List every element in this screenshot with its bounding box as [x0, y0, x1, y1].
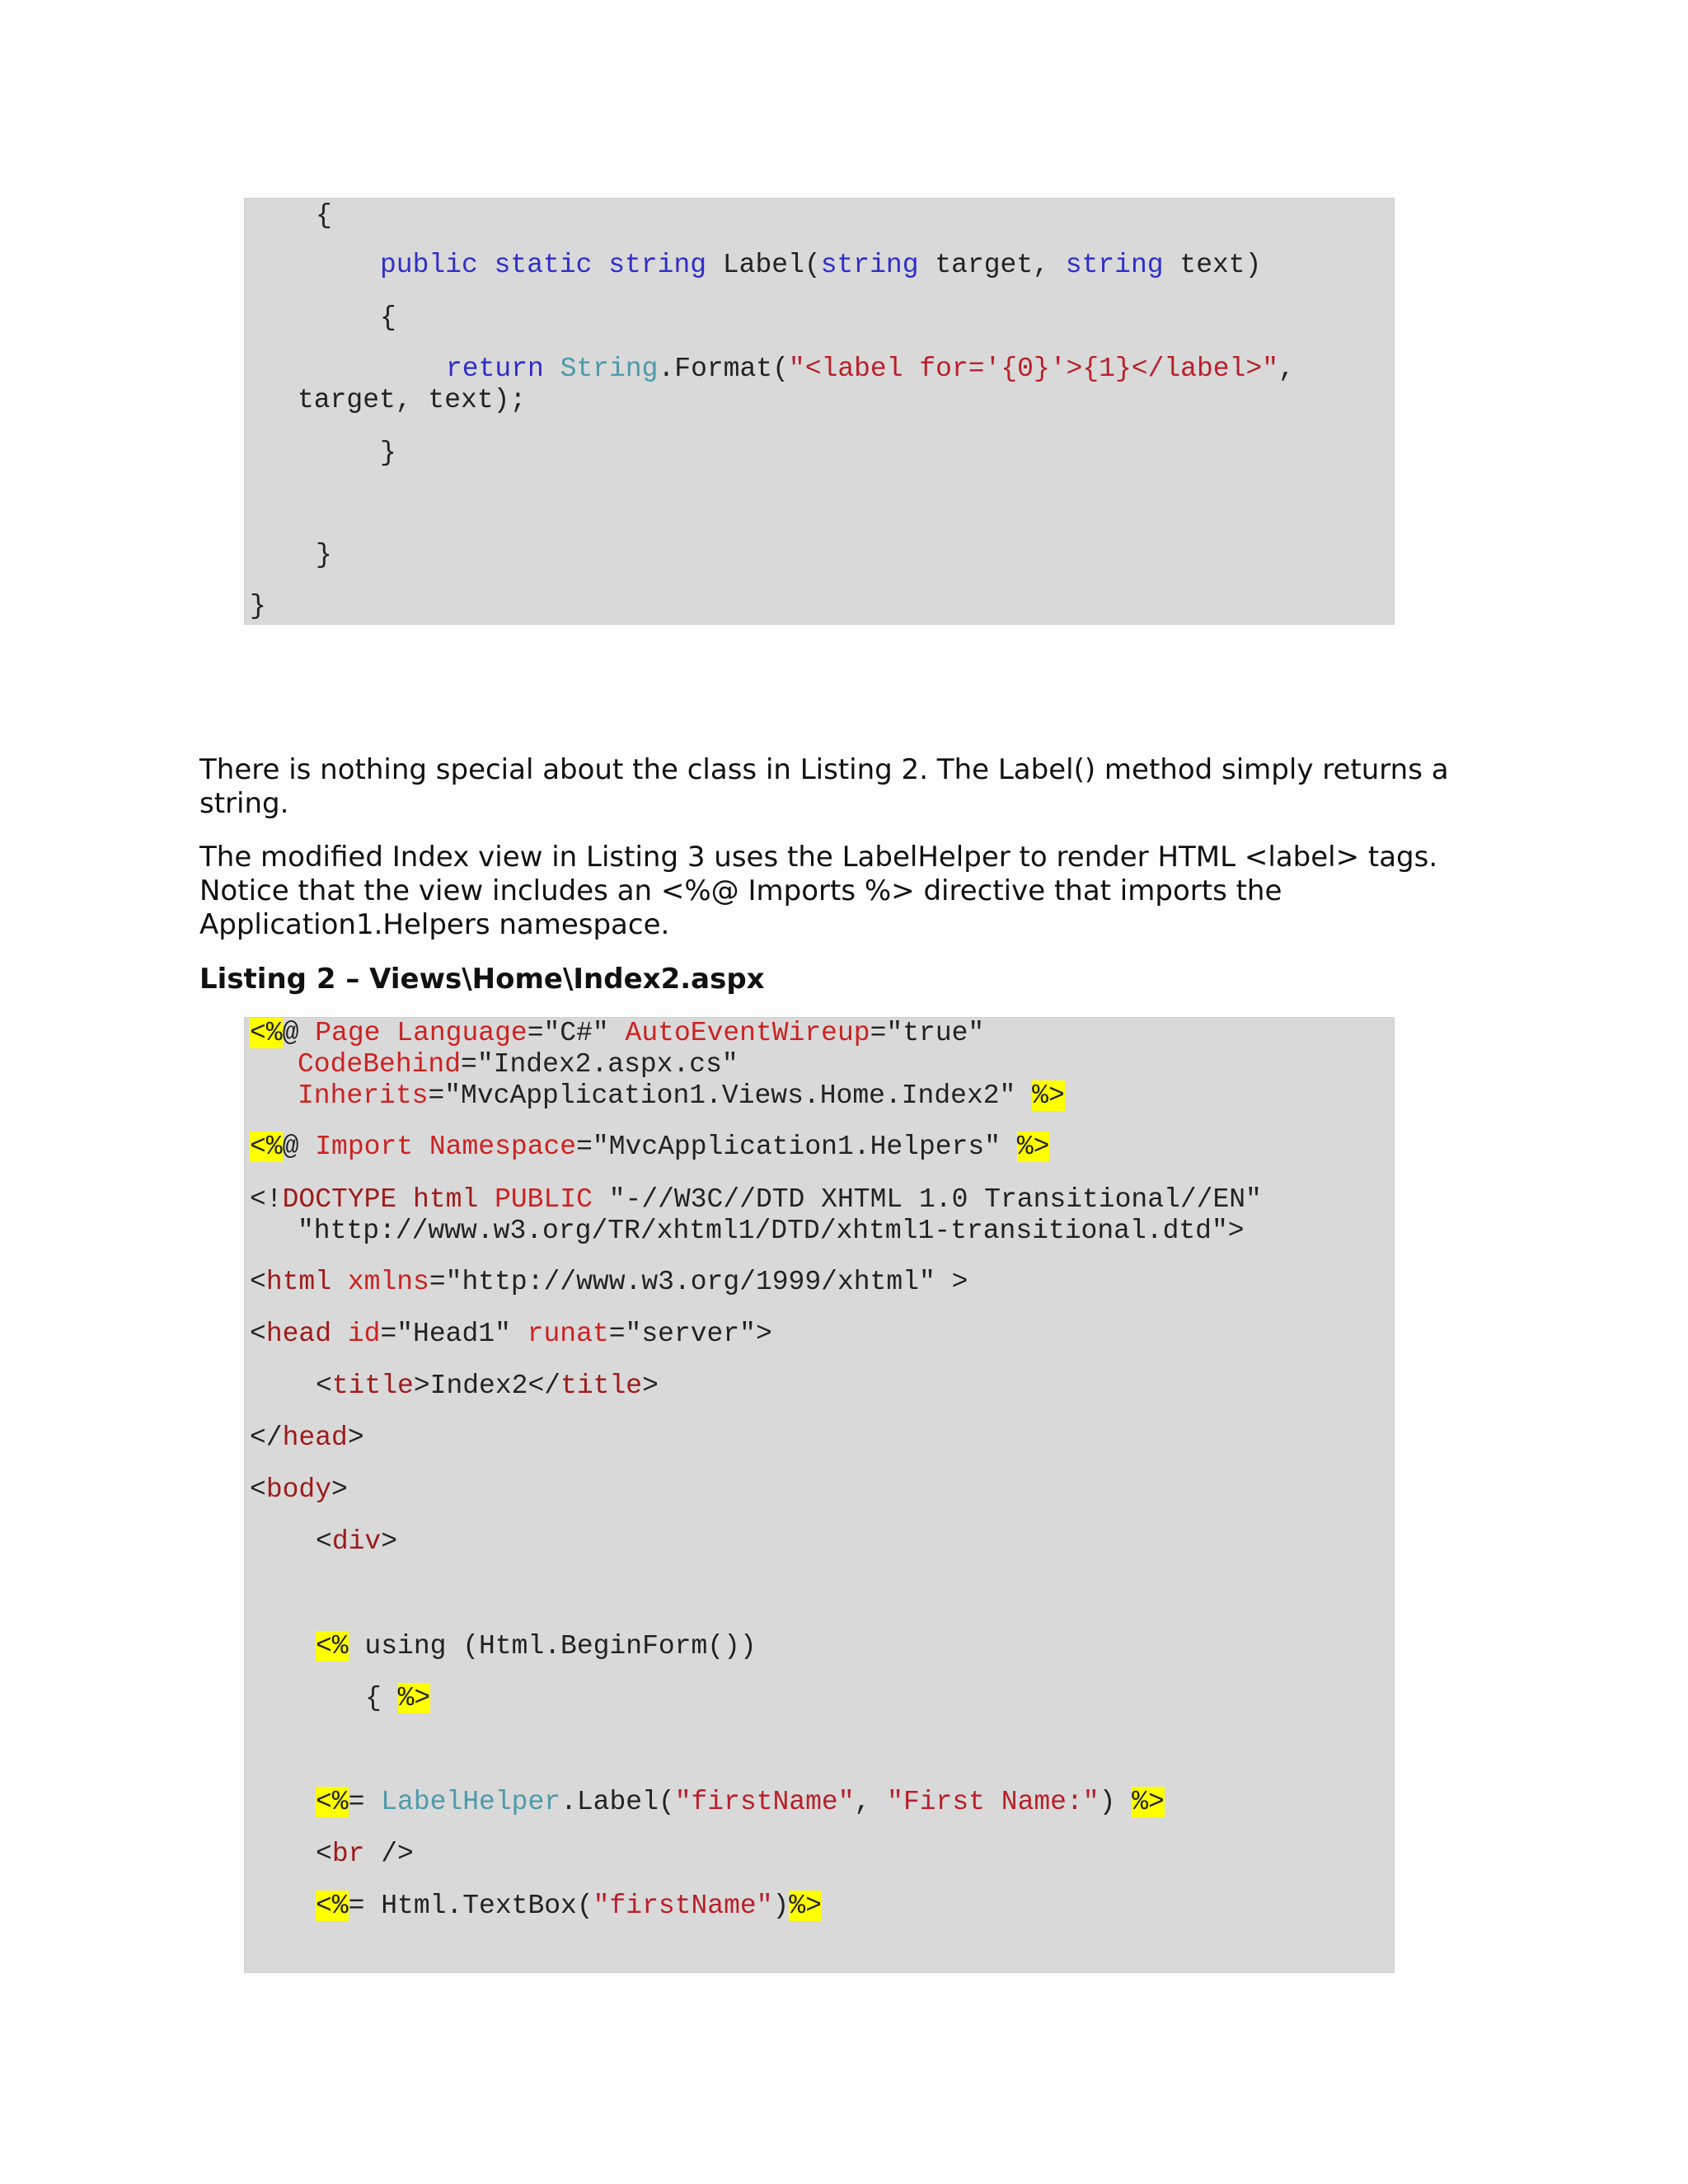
attribute-value: ="MvcApplication1.Views.Home.Index2" [428, 1080, 1016, 1111]
code-line [250, 1422, 364, 1454]
code-text: < [316, 1526, 332, 1557]
attribute-name: Language [396, 1018, 528, 1048]
code-text: ) [772, 1891, 790, 1921]
string-literal: "<label for='{0}'>{1}</label>" [788, 354, 1279, 384]
code-text: ) [1099, 1787, 1132, 1817]
code-line [316, 1787, 1165, 1818]
code-line [316, 1631, 757, 1662]
code-line [380, 250, 1261, 281]
code-text: </ [250, 1422, 283, 1453]
code-text: < [316, 1371, 332, 1401]
asp-delimiter: <% [250, 1018, 283, 1048]
keyword: string [820, 250, 919, 280]
paragraph: There is nothing special about the class in Listing 2. The Label() method simply returns a string. [199, 753, 1449, 820]
tag-name: br [331, 1839, 365, 1869]
code-text: Label( [706, 250, 821, 280]
listing-heading: Listing 2 – Views\Home\Index2.aspx [199, 963, 765, 996]
code-line [250, 1474, 348, 1506]
attribute-value: ="C#" [527, 1018, 609, 1048]
code-line: } [380, 438, 396, 468]
code-line: } [316, 540, 332, 570]
code-text: = Html.TextBox( [348, 1891, 593, 1921]
asp-delimiter: %> [789, 1891, 822, 1921]
code-line [316, 1891, 822, 1922]
code-text: @ [282, 1132, 299, 1162]
code-text: .Format( [658, 354, 789, 384]
code-text: /> [364, 1839, 414, 1869]
tag-name: title [331, 1371, 414, 1401]
code-line [250, 1267, 968, 1298]
attribute-value: ="server"> [608, 1319, 772, 1349]
code-line [250, 1132, 1049, 1163]
type-name: String [560, 354, 659, 384]
code-text: text) [1163, 250, 1262, 280]
code-line: } [250, 591, 266, 621]
asp-delimiter: %> [397, 1683, 431, 1713]
code-text: > [381, 1526, 398, 1557]
code-text: = [348, 1787, 382, 1817]
attribute-name: id [347, 1319, 381, 1349]
string-literal: "First Name:" [887, 1787, 1100, 1817]
attribute-name: xmlns [347, 1267, 429, 1297]
code-text: .Label( [560, 1787, 675, 1817]
tag-name: div [331, 1526, 382, 1557]
attribute-value: "-//W3C//DTD XHTML 1.0 Transitional//EN" [608, 1184, 1262, 1215]
attribute-value: ="Head1" [380, 1319, 511, 1349]
code-line [298, 1080, 1065, 1112]
code-text: >Index2</ [413, 1371, 561, 1401]
code-text: , [1278, 354, 1295, 384]
code-text: < [250, 1319, 266, 1349]
doctype-keyword: PUBLIC [495, 1184, 593, 1215]
code-text: <! [250, 1184, 283, 1215]
doctype-keyword: DOCTYPE [282, 1184, 397, 1215]
attribute-value: ="http://www.w3.org/1999/xhtml" > [429, 1267, 968, 1297]
code-line [316, 1839, 414, 1870]
keyword: public static string [380, 250, 707, 280]
attribute-name: AutoEventWireup [625, 1018, 870, 1048]
asp-delimiter: %> [1132, 1787, 1165, 1817]
asp-delimiter: <% [316, 1631, 349, 1661]
tag-name: head [265, 1319, 332, 1349]
asp-delimiter: <% [316, 1891, 349, 1921]
code-line [250, 1184, 1262, 1216]
directive-keyword: Page [315, 1018, 381, 1048]
tag-name: head [282, 1422, 348, 1453]
doctype-keyword: html [413, 1184, 479, 1215]
tag-name: title [560, 1371, 643, 1401]
code-line: target, text); [298, 385, 527, 415]
code-line [316, 1526, 397, 1558]
code-line [250, 1319, 772, 1350]
asp-delimiter: %> [1016, 1132, 1050, 1162]
code-text: @ [282, 1018, 299, 1048]
code-line: { [316, 200, 332, 231]
code-line [316, 1371, 659, 1402]
keyword: return [446, 354, 544, 384]
asp-delimiter: <% [250, 1132, 283, 1162]
paragraph: The modified Index view in Listing 3 uses the LabelHelper to render HTML <label> tags. Notice that the view includes an <%@ Imports %> directive that imports the Application1.Helpers namespace. [199, 841, 1438, 941]
string-literal: "firstName" [593, 1891, 773, 1921]
code-text: < [250, 1474, 266, 1505]
attribute-value: ="Index2.aspx.cs" [461, 1049, 738, 1080]
code-text: < [316, 1839, 332, 1869]
keyword: string [1065, 250, 1164, 280]
code-text: < [250, 1267, 266, 1297]
code-line [298, 1049, 738, 1080]
code-line [446, 354, 1295, 385]
code-block-helper-class [244, 198, 1395, 625]
string-literal: "firstName" [674, 1787, 855, 1817]
tag-name: body [265, 1474, 332, 1505]
code-block-index2-view [244, 1017, 1395, 1973]
tag-name: html [265, 1267, 332, 1297]
asp-delimiter: %> [1032, 1080, 1065, 1111]
code-text: , [854, 1787, 888, 1817]
attribute-value: ="MvcApplication1.Helpers" [576, 1132, 1001, 1162]
type-name: LabelHelper [381, 1787, 561, 1817]
code-line: { [380, 302, 396, 333]
asp-delimiter: <% [316, 1787, 349, 1817]
code-text: { [365, 1683, 398, 1713]
attribute-name: Inherits [298, 1080, 429, 1111]
attribute-name: runat [527, 1319, 609, 1349]
attribute-value: ="true" [870, 1018, 985, 1048]
code-text: > [642, 1371, 659, 1401]
code-line [365, 1683, 430, 1714]
code-text: > [347, 1422, 364, 1453]
code-text: > [331, 1474, 348, 1505]
code-line: "http://www.w3.org/TR/xhtml1/DTD/xhtml1-transitional.dtd"> [298, 1216, 1245, 1246]
code-text: target, [918, 250, 1066, 280]
code-line [250, 1018, 984, 1049]
attribute-name: Namespace [429, 1132, 577, 1162]
code-text: using (Html.BeginForm()) [348, 1631, 757, 1661]
directive-keyword: Import [315, 1132, 414, 1162]
attribute-name: CodeBehind [298, 1049, 462, 1080]
